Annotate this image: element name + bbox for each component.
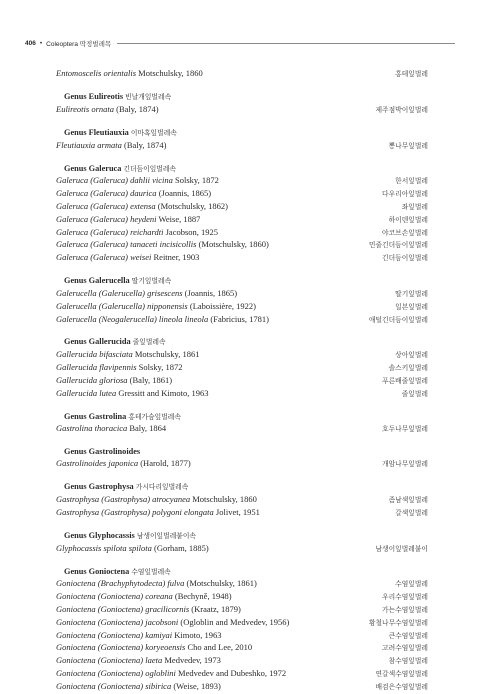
genus-heading: [56, 163, 428, 176]
species-row: [56, 288, 428, 301]
species-korean-name: 배검은수염잎벌레: [375, 682, 428, 691]
genus-heading: [56, 336, 428, 349]
species-author: Motschulsky, 1860: [138, 68, 203, 78]
species-name-cell: [56, 175, 219, 187]
genus-label: Genus Gastrolina: [64, 411, 127, 421]
species-scientific-name: Glyphocassis spilota spilota: [56, 542, 152, 553]
genus-korean-name: 줄잎벌레속: [132, 338, 166, 347]
species-row: [56, 494, 428, 507]
species-row: [56, 578, 428, 591]
species-korean-name: 수염잎벌레: [395, 580, 428, 589]
species-scientific-name: Gastrophysa (Gastrophysa) polygoni elongata: [56, 506, 214, 517]
page-number: 406: [25, 40, 36, 47]
species-row: [56, 201, 428, 214]
genus-heading: [56, 481, 428, 494]
species-scientific-name: Galerucella (Galerucella) grisescens: [56, 287, 183, 298]
species-name-cell: [56, 655, 221, 667]
header-separator: •: [39, 40, 43, 47]
species-row: [56, 604, 428, 617]
species-korean-name: 남생이잎벌레붙이: [375, 544, 428, 553]
genus-label: Genus Fleutiauxia: [64, 127, 129, 137]
species-korean-name: 푸른배줄잎벌레: [382, 376, 428, 385]
species-scientific-name: Gonioctena (Gonioctena) koryeoensis: [56, 642, 186, 653]
species-scientific-name: Gastrolinoides japonica: [56, 458, 139, 469]
species-author: Solsky, 1872: [174, 175, 219, 186]
species-korean-name: 연갈색수염잎벌레: [375, 669, 428, 678]
species-row: [56, 252, 428, 265]
species-list: [56, 68, 428, 694]
species-row: [56, 388, 428, 401]
species-name-cell: [56, 288, 237, 300]
block-gap: [56, 152, 428, 162]
species-row: [56, 175, 428, 188]
species-korean-name: 뽕나무잎벌레: [388, 141, 428, 150]
genus-label: Genus Galerucella: [64, 276, 130, 286]
species-author: Reitner, 1903: [153, 252, 200, 263]
species-scientific-name: Galeruca (Galeruca) daurica: [56, 188, 157, 199]
species-author: (Joannis, 1865): [184, 287, 238, 298]
species-author: (Motschulsky, 1861): [186, 578, 257, 589]
species-korean-name: 호두나무잎벌레: [382, 425, 428, 434]
genus-label: Genus Eulireotis: [64, 91, 124, 101]
species-author: (Kraatz, 1879): [191, 603, 241, 614]
species-korean-name: 야코브손잎벌레: [382, 228, 428, 237]
species-name-cell: [56, 668, 286, 680]
species-row: [56, 458, 428, 471]
species-author: (Ogloblin and Medvedev, 1956): [180, 616, 290, 627]
species-row: [56, 214, 428, 227]
species-row: [56, 314, 428, 327]
species-korean-name: 좌잎벌레: [401, 202, 428, 211]
block-gap: [56, 555, 428, 565]
species-name-cell: [56, 578, 257, 590]
species-korean-name: 개암나무잎벌레: [382, 460, 428, 469]
species-korean-name: 애털긴더듬이잎벌레: [368, 315, 428, 324]
species-scientific-name: Gonioctena (Gonioctena) laeta: [56, 655, 163, 666]
species-author: (Motschulsky, 1862): [157, 200, 229, 211]
species-scientific-name: Gallerucida bifasciata: [56, 349, 133, 360]
header-title: Coleoptera 딱정벌레목: [46, 41, 112, 48]
species-name-cell: [56, 494, 257, 506]
species-row: [56, 617, 428, 630]
species-author: (Fabricius, 1781): [210, 313, 269, 324]
species-scientific-name: Galerucella (Neogalerucella) lineola lineola: [56, 313, 209, 324]
species-row: [56, 349, 428, 362]
block-gap: [56, 326, 428, 336]
species-name-cell: [56, 314, 269, 326]
species-row: [56, 104, 428, 117]
species-korean-name: 줄잎벌레: [401, 389, 428, 398]
species-scientific-name: Gallerucida flavipennis: [56, 362, 137, 373]
species-scientific-name: Entomoscelis orientalis: [56, 68, 137, 78]
species-korean-name: 하이덴잎벌레: [388, 215, 428, 224]
species-scientific-name: Galeruca (Galeruca) heydeni: [56, 213, 157, 224]
species-name-cell: [56, 362, 183, 374]
species-scientific-name: Galeruca (Galeruca) extensa: [56, 200, 156, 211]
species-name-cell: [56, 604, 241, 616]
species-scientific-name: Gonioctena (Gonioctena) coreana: [56, 591, 173, 602]
species-row: [56, 655, 428, 668]
species-scientific-name: Gonioctena (Gonioctena) sibirica: [56, 680, 172, 691]
species-name-cell: [56, 188, 211, 200]
species-scientific-name: Gonioctena (Gonioctena) gracilicornis: [56, 603, 190, 614]
species-korean-name: 한서잎벌레: [395, 177, 428, 186]
species-scientific-name: Eulireotis ornata: [56, 103, 115, 114]
species-author: Medvedev, 1973: [164, 655, 221, 666]
species-scientific-name: Gonioctena (Gonioctena) jacobsoni: [56, 616, 179, 627]
species-author: (Harold, 1877): [140, 458, 191, 469]
species-korean-name: 가는수염잎벌레: [382, 605, 428, 614]
species-korean-name: 민줄긴더듬이잎벌레: [368, 241, 428, 250]
species-korean-name: 갈색잎벌레: [395, 508, 428, 517]
running-header: [25, 39, 455, 48]
species-korean-name: 우리수염잎벌레: [382, 593, 428, 602]
species-row: [56, 642, 428, 655]
genus-korean-name: 이마혹잎벌레속: [130, 128, 177, 137]
species-author: (Baly, 1861): [129, 374, 173, 385]
species-korean-name: 큰수염잎벌레: [388, 631, 428, 640]
genus-heading: [56, 275, 428, 288]
species-row: [56, 543, 428, 556]
genus-korean-name: 빈날개잎벌레속: [125, 92, 172, 101]
species-scientific-name: Galerucella (Galerucella) nipponensis: [56, 300, 188, 311]
species-author: Jacobson, 1925: [165, 226, 219, 237]
species-scientific-name: Galeruca (Galeruca) reichardti: [56, 226, 164, 237]
block-gap: [56, 81, 428, 91]
species-row: [56, 362, 428, 375]
genus-heading: [56, 530, 428, 543]
species-name-cell: [56, 458, 191, 470]
genus-label: Genus Glyphocassis: [64, 530, 135, 540]
genus-heading: [56, 91, 428, 104]
species-name-cell: [56, 543, 209, 555]
species-korean-name: 홍테잎벌레: [395, 70, 428, 78]
species-row: [56, 591, 428, 604]
species-author: Gressitt and Kimoto, 1963: [118, 387, 209, 398]
species-korean-name: 제주점박이잎벌레: [375, 105, 428, 114]
genus-label: Genus Gastrolinoides: [64, 447, 141, 457]
species-author: (Bechyně, 1948): [174, 591, 232, 602]
species-row: [56, 630, 428, 643]
species-row: [56, 301, 428, 314]
genus-korean-name: 딸기잎벌레속: [131, 277, 172, 286]
block-gap: [56, 400, 428, 410]
species-name-cell: [56, 591, 232, 603]
species-scientific-name: Galeruca (Galeruca) tanaceti incisicollis: [56, 239, 197, 250]
genus-label: Genus Gonioctena: [64, 566, 130, 576]
block-gap: [56, 117, 428, 127]
genus-heading: [56, 411, 428, 424]
species-name-cell: [56, 388, 209, 400]
species-row: [56, 507, 428, 520]
header-rule: [117, 43, 455, 44]
species-row: [56, 239, 428, 252]
genus-korean-name: 수염잎벌레속: [131, 567, 171, 576]
species-scientific-name: Gallerucida lutea: [56, 387, 117, 398]
species-author: Solsky, 1872: [138, 362, 183, 373]
genus-korean-name: 남생이잎벌레붙이속: [136, 531, 196, 540]
species-korean-name: 참수염잎벌레: [388, 657, 428, 666]
species-row: [56, 423, 428, 436]
species-author: Baly, 1864: [129, 423, 167, 434]
species-name-cell: [56, 507, 260, 519]
block-gap: [56, 265, 428, 275]
species-author: (Gorham, 1885): [154, 542, 209, 553]
genus-label: Genus Galeruca: [64, 163, 122, 173]
species-name-cell: [56, 68, 203, 80]
species-scientific-name: Gonioctena (Gonioctena) kamiyai: [56, 629, 173, 640]
species-name-cell: [56, 104, 159, 116]
species-row: [56, 68, 428, 81]
genus-label: Genus Gastrophysa: [64, 482, 134, 492]
species-korean-name: 일본잎벌레: [395, 302, 428, 311]
species-author: (Weise, 1893): [173, 680, 221, 691]
genus-korean-name: 긴더듬이잎벌레속: [123, 164, 176, 173]
genus-heading: [56, 566, 428, 579]
species-row: [56, 188, 428, 201]
genus-korean-name: 가시다리잎벌레속: [135, 483, 189, 492]
species-korean-name: 다우리아잎벌레: [382, 190, 428, 199]
species-korean-name: 상아잎벌레: [395, 351, 428, 360]
genus-heading: [56, 127, 428, 140]
block-gap: [56, 471, 428, 481]
genus-label: Genus Gallerucida: [64, 337, 131, 347]
species-name-cell: [56, 349, 199, 361]
species-author: (Joannis, 1865): [158, 188, 212, 199]
species-scientific-name: Fleutiauxia armata: [56, 139, 122, 150]
species-author: (Laboissière, 1922): [189, 300, 256, 311]
species-author: Motschulsky, 1860: [192, 494, 257, 505]
species-scientific-name: Gonioctena (Brachyphytodecta) fulva: [56, 578, 185, 589]
species-name-cell: [56, 301, 256, 313]
species-name-cell: [56, 140, 166, 152]
genus-heading: [56, 446, 428, 458]
species-scientific-name: Gallerucida gloriosa: [56, 374, 128, 385]
species-name-cell: [56, 239, 269, 251]
species-author: Cho and Lee, 2010: [187, 642, 253, 653]
species-name-cell: [56, 252, 199, 264]
species-author: Kimoto, 1963: [174, 629, 222, 640]
block-gap: [56, 436, 428, 446]
species-scientific-name: Gastrolina thoracica: [56, 423, 128, 434]
species-korean-name: 솔스키잎벌레: [388, 364, 428, 373]
species-korean-name: 긴더듬이잎벌레: [382, 254, 428, 263]
species-row: [56, 140, 428, 153]
species-name-cell: [56, 630, 222, 642]
species-name-cell: [56, 617, 289, 629]
species-korean-name: 고려수염잎벌레: [382, 644, 428, 653]
species-author: Weise, 1887: [158, 213, 201, 224]
genus-korean-name: 홍테가슴잎벌레속: [128, 412, 181, 421]
species-author: (Motschulsky, 1860): [198, 239, 269, 250]
species-name-cell: [56, 681, 221, 693]
species-name-cell: [56, 423, 166, 435]
block-gap: [56, 520, 428, 530]
species-korean-name: 황철나무수염잎벌레: [368, 618, 428, 627]
species-name-cell: [56, 375, 172, 387]
species-row: [56, 375, 428, 388]
species-scientific-name: Galeruca (Galeruca) dahlii vicina: [56, 175, 173, 186]
species-name-cell: [56, 227, 218, 239]
species-author: Motschulsky, 1861: [134, 349, 200, 360]
species-name-cell: [56, 201, 228, 213]
species-row: [56, 227, 428, 240]
species-name-cell: [56, 642, 252, 654]
species-korean-name: 좀남색잎벌레: [388, 496, 428, 505]
species-author: Jolivet, 1951: [215, 506, 260, 517]
species-row: [56, 681, 428, 694]
species-author: Medvedev and Dubeshko, 1972: [178, 667, 287, 678]
species-scientific-name: Galeruca (Galeruca) weisei: [56, 252, 152, 263]
species-korean-name: 딸기잎벌레: [395, 289, 428, 298]
species-author: (Baly, 1874): [116, 103, 159, 114]
species-author: (Baly, 1874): [124, 139, 167, 150]
species-scientific-name: Gastrophysa (Gastrophysa) atrocyanea: [56, 494, 191, 505]
species-name-cell: [56, 214, 200, 226]
species-scientific-name: Gonioctena (Gonioctena) ogloblini: [56, 667, 176, 678]
